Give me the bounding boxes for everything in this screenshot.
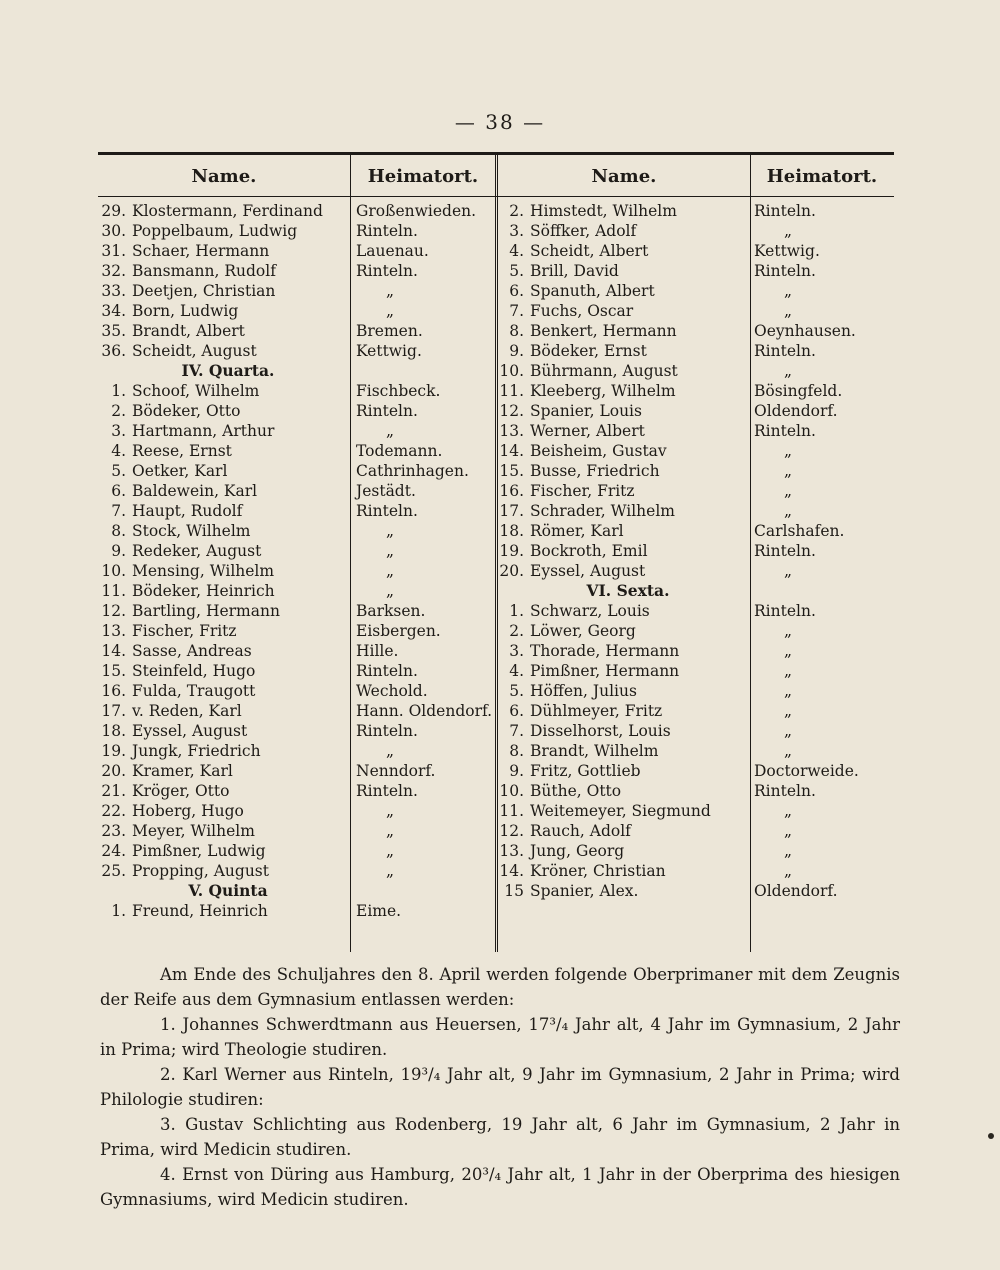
row-number: 4.: [111, 442, 126, 460]
row-number: 5.: [509, 262, 524, 280]
home-town: „: [386, 282, 395, 300]
row-number: 20.: [499, 562, 524, 580]
row-number: 35.: [101, 322, 126, 340]
section-title: V. Quinta: [188, 881, 268, 900]
home-town: Rinteln.: [754, 202, 816, 220]
home-town: „: [386, 542, 395, 560]
student-name: v. Reden, Karl: [132, 702, 242, 720]
table-row: [98, 501, 894, 521]
row-number: 15.: [101, 662, 126, 680]
row-number: 17.: [101, 702, 126, 720]
student-name: Brandt, Wilhelm: [530, 742, 659, 760]
header-place-right: Heimatort.: [766, 166, 878, 187]
row-number: 10.: [101, 562, 126, 580]
row-number: 4.: [509, 242, 524, 260]
row-number: 30.: [101, 222, 126, 240]
home-town: „: [784, 802, 793, 820]
student-name: Fischer, Fritz: [132, 622, 237, 640]
row-number: 1.: [111, 382, 126, 400]
student-name: Schaer, Hermann: [132, 242, 270, 260]
student-name: Hoberg, Hugo: [132, 802, 244, 820]
row-number: 8.: [509, 742, 524, 760]
home-town: „: [784, 862, 793, 880]
student-name: Himstedt, Wilhelm: [530, 202, 677, 220]
home-town: Carlshafen.: [754, 522, 845, 540]
home-town: Rinteln.: [356, 502, 418, 520]
table-row: [98, 201, 894, 221]
row-number: 12.: [499, 402, 524, 420]
student-name: Bockroth, Emil: [530, 542, 648, 560]
row-number: 13.: [499, 842, 524, 860]
table-row: [98, 681, 894, 701]
student-name: Söffker, Adolf: [530, 222, 637, 240]
home-town: Kettwig.: [754, 242, 820, 260]
row-number: 11.: [101, 582, 126, 600]
table-row: [98, 541, 894, 561]
student-name: Eyssel, August: [132, 722, 248, 740]
home-town: Bremen.: [356, 322, 423, 340]
student-name: Bansmann, Rudolf: [132, 262, 276, 280]
home-town: „: [386, 742, 395, 760]
student-name: Weitemeyer, Siegmund: [530, 802, 711, 820]
student-name: Schrader, Wilhelm: [530, 502, 675, 520]
student-name: Baldewein, Karl: [132, 482, 258, 500]
table-row: [98, 341, 894, 361]
paragraph: 4. Ernst von Düring aus Hamburg, 20³/₄ Jahr alt, 1 Jahr in der Oberprima des hiesigen Gymnasiums, wird Medicin studiren.: [100, 1165, 900, 1209]
row-number: 2.: [111, 402, 126, 420]
row-number: 8.: [509, 322, 524, 340]
home-town: „: [784, 842, 793, 860]
table-row: [98, 721, 894, 741]
home-town: Eisbergen.: [356, 622, 441, 640]
home-town: „: [784, 642, 793, 660]
row-number: 20.: [101, 762, 126, 780]
student-name: Oetker, Karl: [132, 462, 228, 480]
table-row: [98, 241, 894, 261]
home-town: Rinteln.: [356, 722, 418, 740]
table-row: [98, 321, 894, 341]
student-name: Kröger, Otto: [132, 782, 230, 800]
home-town: Rinteln.: [754, 262, 816, 280]
row-number: 18.: [499, 522, 524, 540]
home-town: Bösingfeld.: [754, 382, 843, 400]
student-name: Meyer, Wilhelm: [132, 822, 255, 840]
row-number: 15: [504, 882, 524, 900]
paragraph: 2. Karl Werner aus Rinteln, 19³/₄ Jahr alt, 9 Jahr im Gymnasium, 2 Jahr in Prima; wird Philologie studiren:: [100, 1065, 900, 1109]
table-row: [98, 281, 894, 301]
table-row: [98, 761, 894, 781]
student-name: Kröner, Christian: [530, 862, 666, 880]
student-name: Pimßner, Ludwig: [132, 842, 266, 860]
table-row: [98, 641, 894, 661]
student-name: Brill, David: [530, 262, 619, 280]
student-name: Brandt, Albert: [132, 322, 245, 340]
student-name: Pimßner, Hermann: [530, 662, 680, 680]
home-town: „: [386, 582, 395, 600]
row-number: 29.: [101, 202, 126, 220]
student-name: Spanier, Alex.: [530, 882, 639, 900]
row-number: 19.: [101, 742, 126, 760]
graduates-text: [100, 962, 900, 1212]
home-town: „: [784, 702, 793, 720]
home-town: Rinteln.: [754, 542, 816, 560]
student-name: Fischer, Fritz: [530, 482, 635, 500]
student-name: Spanuth, Albert: [530, 282, 655, 300]
student-name: Kramer, Karl: [132, 762, 233, 780]
table-row: [98, 361, 894, 381]
home-town: Oldendorf.: [754, 402, 838, 420]
home-town: „: [386, 522, 395, 540]
student-name: Höffen, Julius: [530, 682, 637, 700]
student-name: Busse, Friedrich: [530, 462, 660, 480]
student-name: Schoof, Wilhelm: [132, 382, 260, 400]
student-name: Hartmann, Arthur: [132, 422, 275, 440]
table-row: [98, 381, 894, 401]
row-number: 1.: [509, 602, 524, 620]
student-name: Rauch, Adolf: [530, 822, 631, 840]
home-town: „: [784, 502, 793, 520]
home-town: Cathrinhagen.: [356, 462, 469, 480]
home-town: „: [784, 722, 793, 740]
row-number: 3.: [111, 422, 126, 440]
row-number: 2.: [509, 202, 524, 220]
home-town: „: [784, 662, 793, 680]
home-town: Todemann.: [356, 442, 443, 460]
home-town: „: [386, 822, 395, 840]
row-number: 24.: [101, 842, 126, 860]
home-town: „: [784, 682, 793, 700]
student-name: Steinfeld, Hugo: [132, 662, 256, 680]
student-name: Dühlmeyer, Fritz: [530, 702, 663, 720]
row-number: 23.: [101, 822, 126, 840]
table-row: [98, 861, 894, 881]
home-town: Oldendorf.: [754, 882, 838, 900]
table-row: [98, 401, 894, 421]
table-row: [98, 461, 894, 481]
section-heading: [98, 581, 894, 601]
home-town: Wechold.: [356, 682, 428, 700]
student-name: Benkert, Hermann: [530, 322, 677, 340]
student-name: Thorade, Hermann: [530, 642, 680, 660]
table-row: [98, 841, 894, 861]
table-row: [98, 301, 894, 321]
row-number: 12.: [101, 602, 126, 620]
row-number: 7.: [111, 502, 126, 520]
home-town: Oeynhausen.: [754, 322, 856, 340]
row-number: 10.: [499, 362, 524, 380]
home-town: „: [784, 562, 793, 580]
student-name: Deetjen, Christian: [132, 282, 276, 300]
row-number: 34.: [101, 302, 126, 320]
row-number: 10.: [499, 782, 524, 800]
table-row: [98, 561, 894, 581]
student-name: Bödeker, Heinrich: [132, 582, 275, 600]
home-town: „: [784, 742, 793, 760]
student-name: Jungk, Friedrich: [132, 742, 261, 760]
student-name: Jung, Georg: [530, 842, 625, 860]
home-town: Rinteln.: [754, 342, 816, 360]
row-number: 5.: [509, 682, 524, 700]
table-row: [98, 481, 894, 501]
row-number: 12.: [499, 822, 524, 840]
header-name-left: Name.: [191, 166, 257, 187]
row-number: 1.: [111, 902, 126, 920]
student-name: Fuchs, Oscar: [530, 302, 634, 320]
row-number: 15.: [499, 462, 524, 480]
home-town: „: [386, 422, 395, 440]
row-number: 6.: [111, 482, 126, 500]
home-town: Rinteln.: [754, 422, 816, 440]
home-town: Jestädt.: [356, 482, 416, 500]
table-row: [98, 801, 894, 821]
header-place-left: Heimatort.: [367, 166, 479, 187]
paragraph: 3. Gustav Schlichting aus Rodenberg, 19 Jahr alt, 6 Jahr im Gymnasium, 2 Jahr in Prima, wird Medicin studiren.: [100, 1115, 900, 1159]
student-name: Bödeker, Ernst: [530, 342, 647, 360]
student-table: [98, 152, 894, 952]
row-number: 3.: [509, 222, 524, 240]
table-row: [98, 701, 894, 721]
home-town: Hille.: [356, 642, 399, 660]
home-town: „: [784, 302, 793, 320]
row-number: 5.: [111, 462, 126, 480]
home-town: Rinteln.: [356, 782, 418, 800]
table-row: [98, 881, 894, 901]
table-row: [98, 261, 894, 281]
table-row: [98, 441, 894, 461]
home-town: „: [784, 222, 793, 240]
student-name: Kleeberg, Wilhelm: [530, 382, 676, 400]
row-number: 2.: [509, 622, 524, 640]
row-number: 16.: [101, 682, 126, 700]
student-name: Werner, Albert: [530, 422, 645, 440]
home-town: „: [784, 462, 793, 480]
home-town: „: [784, 362, 793, 380]
student-name: Scheidt, Albert: [530, 242, 649, 260]
row-number: 13.: [499, 422, 524, 440]
row-number: 9.: [509, 342, 524, 360]
home-town: „: [784, 622, 793, 640]
home-town: Fischbeck.: [356, 382, 441, 400]
row-number: 21.: [101, 782, 126, 800]
row-number: 6.: [509, 702, 524, 720]
row-number: 17.: [499, 502, 524, 520]
student-name: Bartling, Hermann: [132, 602, 280, 620]
row-number: 31.: [101, 242, 126, 260]
page-number: — 38 —: [454, 110, 546, 134]
home-town: „: [386, 842, 395, 860]
row-number: 7.: [509, 302, 524, 320]
student-name: Büthe, Otto: [530, 782, 622, 800]
row-number: 4.: [509, 662, 524, 680]
table-row: [98, 221, 894, 241]
home-town: Hann. Oldendorf.: [356, 702, 493, 720]
table-row: [98, 821, 894, 841]
student-name: Klostermann, Ferdinand: [132, 202, 323, 220]
row-number: 11.: [499, 802, 524, 820]
table-row: [98, 421, 894, 441]
home-town: Barksen.: [356, 602, 426, 620]
table-row: [98, 621, 894, 641]
row-number: 8.: [111, 522, 126, 540]
student-name: Born, Ludwig: [132, 302, 239, 320]
home-town: „: [784, 442, 793, 460]
section-title: IV. Quarta.: [181, 361, 275, 380]
table-row: [98, 601, 894, 621]
home-town: „: [784, 482, 793, 500]
student-name: Poppelbaum, Ludwig: [132, 222, 298, 240]
row-number: 19.: [499, 542, 524, 560]
table-row: [98, 901, 894, 921]
row-number: 3.: [509, 642, 524, 660]
student-name: Eyssel, August: [530, 562, 646, 580]
student-name: Reese, Ernst: [132, 442, 232, 460]
home-town: Großenwieden.: [356, 202, 477, 220]
student-name: Bödeker, Otto: [132, 402, 241, 420]
student-name: Scheidt, August: [132, 342, 257, 360]
row-number: 9.: [509, 762, 524, 780]
row-number: 22.: [101, 802, 126, 820]
student-name: Fulda, Traugott: [132, 682, 256, 700]
row-number: 13.: [101, 622, 126, 640]
row-number: 14.: [499, 442, 524, 460]
home-town: Lauenau.: [356, 242, 429, 260]
home-town: „: [386, 562, 395, 580]
student-name: Mensing, Wilhelm: [132, 562, 275, 580]
student-name: Propping, August: [132, 862, 269, 880]
student-name: Beisheim, Gustav: [530, 442, 667, 460]
row-number: 7.: [509, 722, 524, 740]
home-town: Rinteln.: [754, 782, 816, 800]
table-row: [98, 741, 894, 761]
student-name: Spanier, Louis: [530, 402, 642, 420]
row-number: 14.: [101, 642, 126, 660]
row-number: 11.: [499, 382, 524, 400]
student-name: Löwer, Georg: [530, 622, 636, 640]
student-name: Disselhorst, Louis: [530, 722, 671, 740]
row-number: 36.: [101, 342, 126, 360]
home-town: Rinteln.: [356, 402, 418, 420]
row-number: 18.: [101, 722, 126, 740]
student-name: Freund, Heinrich: [132, 902, 268, 920]
home-town: Kettwig.: [356, 342, 422, 360]
section-title: VI. Sexta.: [586, 581, 670, 600]
paragraph: 1. Johannes Schwerdtmann aus Heuersen, 17³/₄ Jahr alt, 4 Jahr im Gymnasium, 2 Jahr in Prima; wird Theologie studiren.: [100, 1015, 900, 1059]
student-name: Sasse, Andreas: [132, 642, 252, 660]
table-row: [98, 521, 894, 541]
home-town: Rinteln.: [356, 262, 418, 280]
home-town: „: [784, 282, 793, 300]
home-town: Nenndorf.: [356, 762, 436, 780]
student-name: Stock, Wilhelm: [132, 522, 251, 540]
home-town: Rinteln.: [356, 222, 418, 240]
table-row: [98, 661, 894, 681]
student-name: Schwarz, Louis: [530, 602, 650, 620]
student-name: Redeker, August: [132, 542, 262, 560]
table-row: [98, 781, 894, 801]
student-name: Haupt, Rudolf: [132, 502, 243, 520]
row-number: 32.: [101, 262, 126, 280]
ink-spot: [988, 1133, 994, 1139]
home-town: „: [386, 862, 395, 880]
home-town: Eime.: [356, 902, 402, 920]
row-number: 6.: [509, 282, 524, 300]
student-name: Fritz, Gottlieb: [530, 762, 641, 780]
home-town: Rinteln.: [754, 602, 816, 620]
home-town: „: [386, 302, 395, 320]
row-number: 14.: [499, 862, 524, 880]
student-name: Bührmann, August: [530, 362, 678, 380]
paragraph: Am Ende des Schuljahres den 8. April werden folgende Oberprimaner mit dem Zeugnis der Reife aus dem Gymnasium entlassen werden:: [100, 965, 900, 1009]
row-number: 9.: [111, 542, 126, 560]
row-number: 16.: [499, 482, 524, 500]
row-number: 33.: [101, 282, 126, 300]
home-town: „: [784, 822, 793, 840]
home-town: Rinteln.: [356, 662, 418, 680]
student-name: Römer, Karl: [530, 522, 624, 540]
row-number: 25.: [101, 862, 126, 880]
home-town: „: [386, 802, 395, 820]
home-town: Doctorweide.: [754, 762, 859, 780]
header-name-right: Name.: [591, 166, 657, 187]
